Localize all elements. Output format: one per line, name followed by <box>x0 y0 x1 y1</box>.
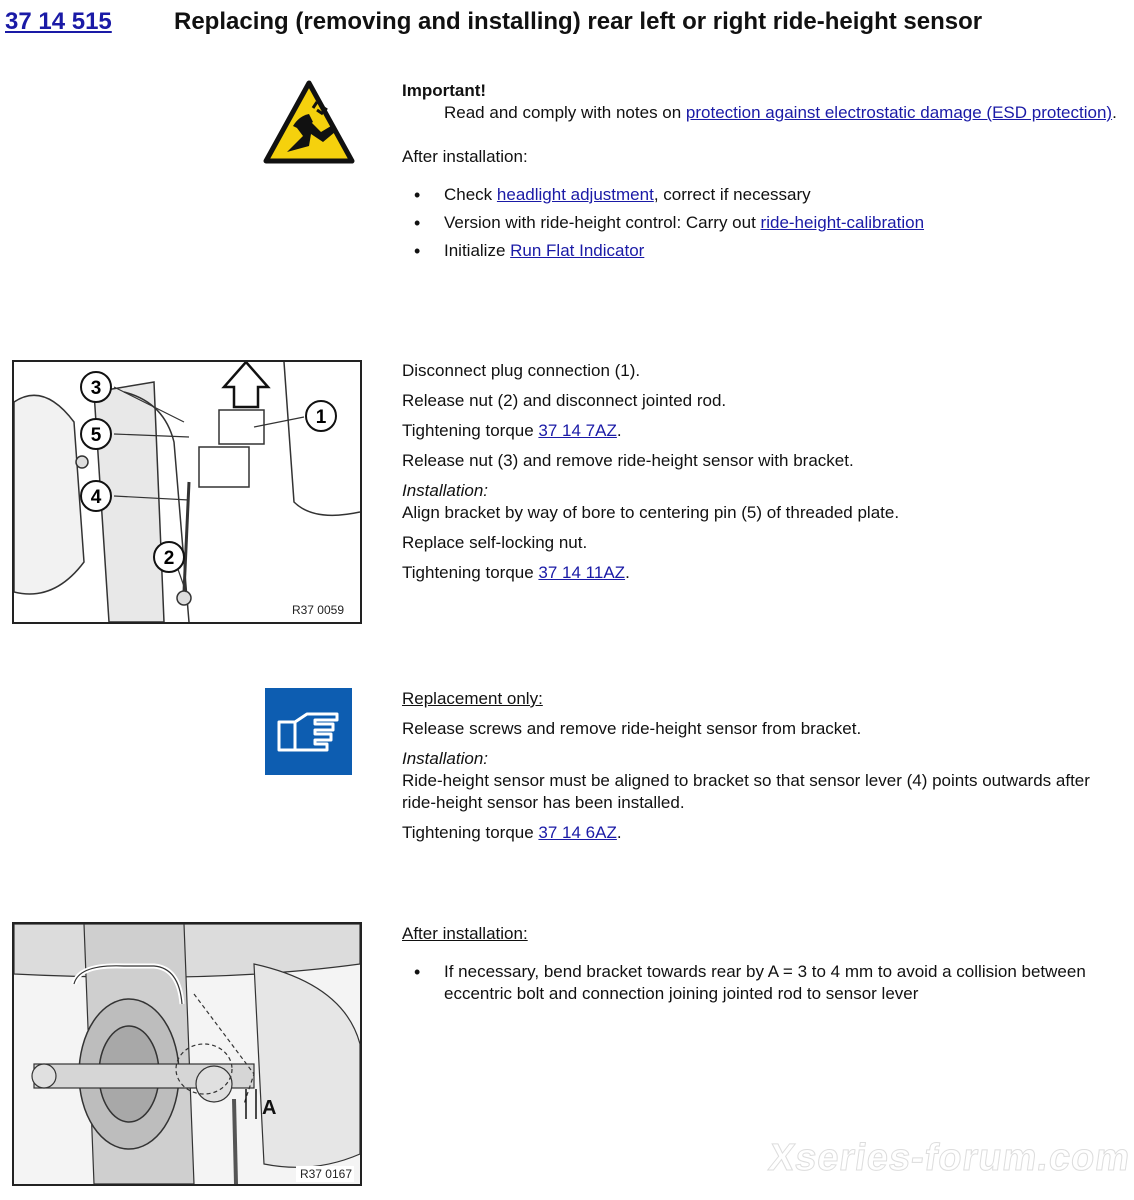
list-item-text: Initialize <box>444 241 511 260</box>
section-number-link[interactable]: 37 14 515 <box>5 8 112 35</box>
list-item: • If necessary, bend bracket towards rear by A = 3 to 4 mm to avoid a collision between eccentric bolt and connection joining jointed rod to sensor lever <box>402 961 1124 1005</box>
esd-protection-link[interactable]: protection against electrostatic damage (ESD protection) <box>685 103 1113 122</box>
esd-warning-icon <box>263 80 355 164</box>
watermark: Xseries-forum.com <box>765 1137 1134 1179</box>
bend-bracket-list <box>402 961 1124 1005</box>
installation-label: Installation: <box>402 481 488 500</box>
torque-text: Tightening torque <box>402 823 539 842</box>
torque-line: Tightening torque 37 14 6AZ. <box>402 823 622 842</box>
pointing-hand-icon <box>265 688 352 775</box>
step-disconnect-plug: Disconnect plug connection (1). <box>402 361 641 380</box>
list-item <box>402 240 1124 262</box>
callout-4-label: 4 <box>90 487 102 508</box>
torque-37-14-7az-link[interactable]: 37 14 7AZ <box>538 421 617 440</box>
dimension-a-label: A <box>262 1097 277 1119</box>
torque-line: Tightening torque 37 14 11AZ. <box>402 563 630 582</box>
step-release-screws: Release screws and remove ride-height sensor from bracket. <box>402 719 862 738</box>
list-item-text: Check <box>444 185 497 204</box>
section-after-installation <box>402 923 1124 1011</box>
section-replacement <box>402 688 1124 852</box>
headlight-adjustment-link[interactable]: headlight adjustment <box>496 185 654 204</box>
callout-4 <box>81 481 111 511</box>
after-installation-list <box>402 184 1124 262</box>
list-item <box>402 184 1124 206</box>
step-release-nut-2: Release nut (2) and disconnect jointed rod. <box>402 391 727 410</box>
step-replace-nut: Replace self-locking nut. <box>402 533 588 552</box>
replacement-only-label: Replacement only: <box>402 689 543 708</box>
esd-note-text: Read and comply with notes on <box>444 103 686 122</box>
callout-5 <box>81 419 111 449</box>
callout-2-label: 2 <box>163 548 175 569</box>
run-flat-indicator-link[interactable]: Run Flat Indicator <box>510 241 645 260</box>
step-release-nut-3: Release nut (3) and remove ride-height sensor with bracket. <box>402 451 854 470</box>
callout-5-label: 5 <box>90 425 102 446</box>
important-label: Important! <box>402 81 487 100</box>
page-title: Replacing (removing and installing) rear left or right ride-height sensor <box>174 8 983 35</box>
list-item-text: , correct if necessary <box>653 185 811 204</box>
section-removal <box>402 360 1124 592</box>
figure-code: R37 0059 <box>291 603 344 617</box>
sensor-removal-figure <box>12 360 362 624</box>
installation-label: Installation: <box>402 749 488 768</box>
torque-text: Tightening torque <box>402 563 539 582</box>
torque-37-14-6az-link[interactable]: 37 14 6AZ <box>538 823 617 842</box>
sensor-removal-drawing <box>14 362 360 622</box>
callout-3 <box>81 372 111 402</box>
callout-1 <box>306 401 336 431</box>
torque-text: Tightening torque <box>402 421 539 440</box>
after-installation-label: After installation: <box>402 924 528 943</box>
list-item <box>402 212 1124 234</box>
callout-3-label: 3 <box>90 378 102 399</box>
after-installation-label: After installation: <box>402 147 528 166</box>
section-important <box>402 80 1124 268</box>
esd-note <box>402 102 1124 124</box>
callout-1-label: 1 <box>315 407 327 428</box>
bracket-bend-figure <box>12 922 362 1186</box>
torque-line: Tightening torque 37 14 7AZ. <box>402 421 622 440</box>
esd-note-period: . <box>1112 103 1117 122</box>
list-item-text: Version with ride-height control: Carry out <box>444 213 761 232</box>
figure-code: R37 0167 <box>299 1167 352 1181</box>
ride-height-calibration-link[interactable]: ride-height-calibration <box>760 213 925 232</box>
callout-2 <box>154 542 184 572</box>
step-align-sensor: Ride-height sensor must be aligned to bracket so that sensor lever (4) points outwards after ride-height sensor has been installed. <box>402 771 1090 812</box>
step-align-bracket: Align bracket by way of bore to centering pin (5) of threaded plate. <box>402 503 900 522</box>
bracket-bend-drawing <box>14 924 360 1184</box>
torque-37-14-11az-link[interactable]: 37 14 11AZ <box>538 563 626 582</box>
